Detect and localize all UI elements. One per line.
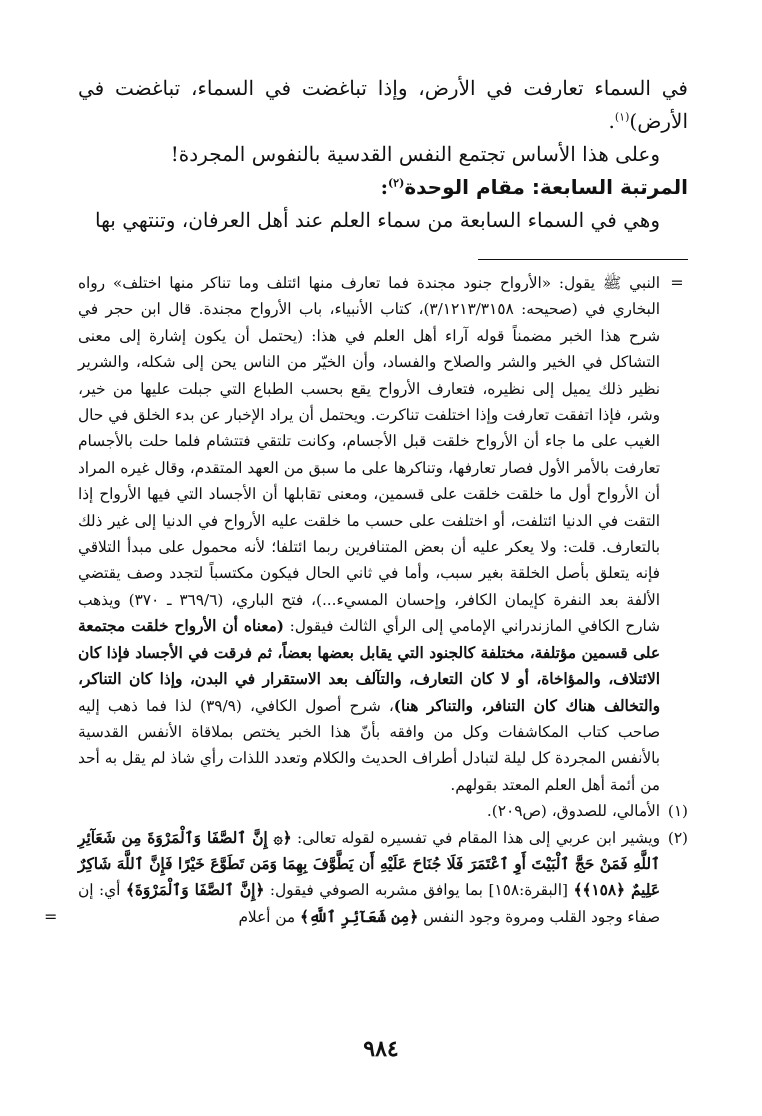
page-number: ٩٨٤ bbox=[363, 1036, 399, 1062]
footnote-separator bbox=[478, 259, 688, 260]
page-content bbox=[44, 72, 688, 930]
main-paragraph-3: وهي في السماء السابعة من سماء العلم عند أهل العرفان، وتنتهي بها bbox=[94, 208, 660, 232]
footnotes bbox=[44, 270, 688, 930]
footnote-ref-1[interactable]: (١) bbox=[614, 110, 630, 124]
footnote-continuation: = النبي ﷺ يقول: «الأرواح جنود مجندة فما تعارف منها ائتلف وما تناكر منها اختلف» رواه البخاري في (صحيحه: ٣/١٢١٣/٣١٥٨)، كتاب الأنبياء، باب الأرواح مجندة. قال ابن حجر في شرح هذا الخبر مضمناً قوله آراء أهل العلم في هذا: (يحتمل أن يكون إشارة إلى معنى التشاكل في الخير والشر والصلاح والفساد، وأن الخيّر من الناس يحن إلى شكله، والشرير نظير ذلك يميل إلى نظيره، فتعارف الأرواح يقع بحسب الطباع التي جبلت عليها من خير، وشر، فإذا اتفقت تعارفت وإذا اختلفت تناكرت. ويحتمل أن يراد الإخبار عن بدء الخلق في حال الغيب على ما جاء أن الأرواح خلقت قبل الأجسام، وكانت تلتقي فتتشام فلما حلت بالأجسام تعارفت بالأمر الأول فصار تعارفها، وتناكرها على ما سبق من العهد المتقدم، وقال غيره المراد أن الأرواح أول ما خلقت خلقت على قسمين، ومعنى تقابلها أن الأجساد التي فيها الأرواح إذا التقت في الدنيا ائتلفت، أو اختلفت على حسب ما خلقت عليه الأرواح في الدنيا إلى غير ذلك بالتعارف. قلت: ولا يعكر عليه أن بعض المتنافرين ربما ائتلفا؛ لأنه محمول على مبدأ التلاقي فإنه يتعلق بأصل الخلقة بغير سبب، وأما في ثاني الحال فيكون مكتسباً لتجدد وصف يقتضي الألفة بعد النفرة كإيمان الكافر، وإحسان المسيء...)، فتح الباري، (٣٦٩/٦ ـ ٣٧٠) ويذهب شارح الكافي المازندراني الإمامي إلى الرأي الثالث فيقول: (معناه أن الأرواح خلقت مجتمعة على قسمين مؤتلفة، مختلفة كالجنود التي يقابل بعضها بعضاً، ثم فرقت في الأجساد فإذا كان الائتلاف، والمؤاخاة، أو لا كان التعارف، والتآلف بعد الاستقرار في البدن، وإذا كان التناكر، والتخالف هناك كان التنافر، والتناكر هنا)، شرح أصول الكافي، (٣٩/٩) لذا فما ذهب إليه صاحب كتاب المكاشفات وكل من وافقه بأنّ هذا الخبر يختص بملاقاة الأنفس القدسية بالأنفس المجردة كل ليلة لتبادل أطراف الحديث والكلام وتعدد اللذات رأي شاذ لم يقل به أحد من أئمة أهل العلم المعتد بقولهم. bbox=[78, 270, 688, 798]
quran-verse: ﴿۞ إِنَّ ٱلصَّفَا وَٱلْمَرْوَةَ مِن شَعَآئِرِ ٱللَّهِ فَمَنْ حَجَّ ٱلْبَيْتَ أَوِ ٱعْتَمَرَ فَلَا جُنَاحَ عَلَيْهِ أَن يَطَّوَّفَ بِهِمَا وَمَن تَطَوَّعَ خَيْرًا فَإِنَّ ٱللَّهَ شَاكِرٌ عَلِيمٌ ﴿١٥٨﴾﴾ bbox=[78, 828, 660, 900]
continues-marker: = bbox=[44, 906, 58, 926]
footnote-1 bbox=[78, 798, 688, 824]
footnote-text: ويشير ابن عربي إلى هذا المقام في تفسيره لقوله تعالى: ﴿۞ إِنَّ ٱلصَّفَا وَٱلْمَرْوَةَ مِن شَعَآئِرِ ٱللَّهِ فَمَنْ حَجَّ ٱلْبَيْتَ أَوِ ٱعْتَمَرَ فَلَا جُنَاحَ عَلَيْهِ أَن يَطَّوَّفَ بِهِمَا وَمَن تَطَوَّعَ خَيْرًا فَإِنَّ ٱللَّهَ شَاكِرٌ عَلِيمٌ ﴿١٥٨﴾﴾ [البقرة:١٥٨] بما يوافق مشربه الصوفي فيقول: ﴿إِنَّ ٱلصَّفَا وَٱلْمَرْوَةَ﴾ أي: إن صفاء وجود القلب ومروة وجود النفس ﴿مِن شَعَآئِرِ ٱللَّهِ﴾ من أعلام bbox=[78, 828, 660, 926]
quran-verse: ﴿مِن شَعَآئِرِ ٱللَّهِ﴾ bbox=[299, 907, 419, 926]
footnote-text: الأمالي، للصدوق، (ص٢٠٩). bbox=[486, 802, 660, 821]
footnote-number: (٢) bbox=[667, 828, 688, 847]
continuation-marker: = bbox=[670, 273, 684, 292]
footnote-number: (١) bbox=[667, 802, 688, 821]
main-text bbox=[78, 72, 688, 237]
section-heading: المرتبة السابعة: مقام الوحدة$^{(٢)}$: bbox=[380, 175, 688, 199]
footnote-2 bbox=[44, 825, 688, 931]
quran-verse: ﴿إِنَّ ٱلصَّفَا وَٱلْمَرْوَةَ﴾ bbox=[125, 881, 265, 900]
main-paragraph-1: في السماء تعارفت في الأرض، وإذا تباغضت في السماء، تباغضت في الأرض)$^{(١)}$. bbox=[78, 76, 688, 133]
footnote-ref-2[interactable]: (٢) bbox=[387, 176, 405, 190]
main-paragraph-2: وعلى هذا الأساس تجتمع النفس القدسية بالنفوس المجردة! bbox=[170, 142, 660, 166]
